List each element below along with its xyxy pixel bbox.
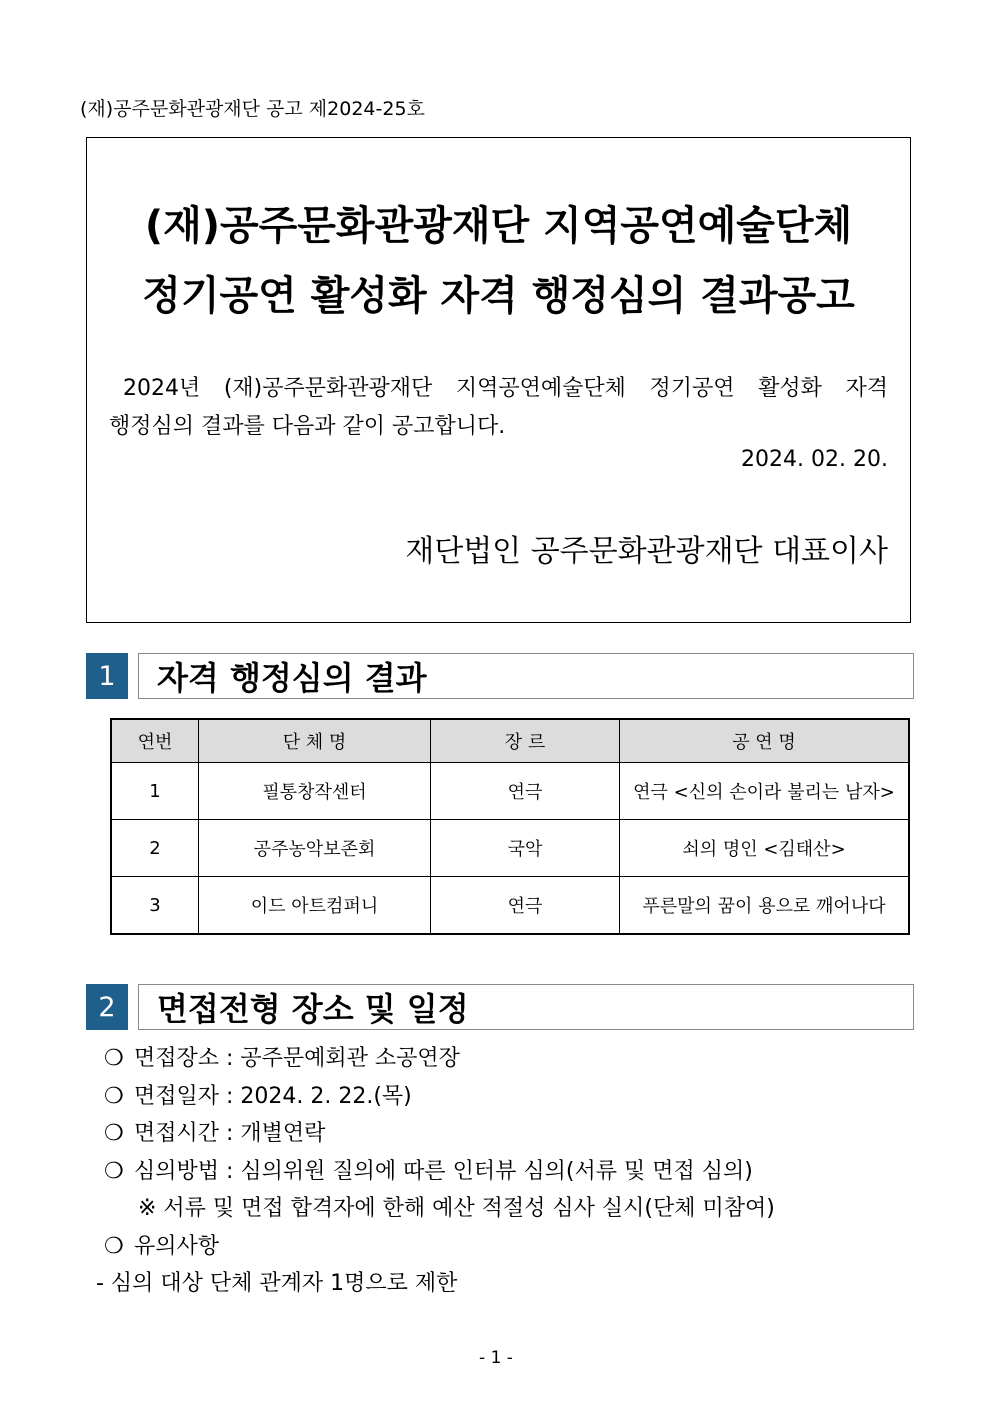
intro-line-2: 행정심의 결과를 다음과 같이 공고합니다. bbox=[109, 414, 506, 439]
section-2-title: 면접전형 장소 및 일정 bbox=[138, 984, 914, 1030]
announcement-box bbox=[86, 137, 911, 623]
header-performance: 공 연 명 bbox=[620, 719, 910, 763]
bullet-icon: ❍ bbox=[104, 1121, 124, 1146]
interview-details bbox=[96, 1040, 775, 1303]
bullet-icon: ❍ bbox=[104, 1046, 124, 1071]
cell-serial: 1 bbox=[111, 763, 199, 820]
list-item bbox=[104, 1078, 775, 1116]
cell-performance: 연극 <신의 손이라 불리는 남자> bbox=[620, 763, 910, 820]
caution-detail-text: - 심의 대상 단체 관계자 1명으로 제한 bbox=[96, 1271, 458, 1296]
section-1-number: 1 bbox=[86, 653, 128, 699]
list-item bbox=[104, 1153, 775, 1191]
item-text: 면접일자 : 2024. 2. 22.(목) bbox=[134, 1083, 412, 1109]
cell-genre: 국악 bbox=[431, 820, 620, 877]
section-1-title: 자격 행정심의 결과 bbox=[138, 653, 914, 699]
item-text: 면접장소 : 공주문예회관 소공연장 bbox=[134, 1046, 460, 1071]
item-text: 심의방법 : 심의위원 질의에 따른 인터뷰 심의(서류 및 면접 심의) bbox=[134, 1158, 753, 1184]
notice-number: (재)공주문화관광재단 공고 제2024-25호 bbox=[80, 98, 425, 120]
cell-genre: 연극 bbox=[431, 763, 620, 820]
page-number: - 1 - bbox=[479, 1348, 513, 1368]
table-row bbox=[111, 820, 909, 877]
table-row bbox=[111, 877, 909, 935]
review-note: ※ 서류 및 면접 합격자에 한해 예산 적절성 심사 실시(단체 미참여) bbox=[138, 1196, 775, 1221]
announcement-date: 2024. 02. 20. bbox=[741, 447, 888, 472]
cell-serial: 2 bbox=[111, 820, 199, 877]
cell-performance: 쇠의 명인 <김태산> bbox=[620, 820, 910, 877]
header-genre: 장 르 bbox=[431, 719, 620, 763]
cell-group-name: 이드 아트컴퍼니 bbox=[199, 877, 431, 935]
bullet-icon: ❍ bbox=[104, 1158, 124, 1184]
bullet-icon: ❍ bbox=[104, 1083, 124, 1109]
cell-serial: 3 bbox=[111, 877, 199, 935]
cell-performance: 푸른말의 꿈이 용으로 깨어나다 bbox=[620, 877, 910, 935]
caution-detail bbox=[96, 1265, 775, 1303]
header-group-name: 단 체 명 bbox=[199, 719, 431, 763]
caution-title: 유의사항 bbox=[134, 1233, 220, 1259]
cell-genre: 연극 bbox=[431, 877, 620, 935]
header-serial: 연번 bbox=[111, 719, 199, 763]
table-row bbox=[111, 763, 909, 820]
item-text: 면접시간 : 개별연락 bbox=[134, 1121, 326, 1146]
title-line-2: 정기공연 활성화 자격 행정심의 결과공고 bbox=[142, 273, 855, 319]
bullet-icon: ❍ bbox=[104, 1233, 124, 1259]
result-table bbox=[110, 718, 910, 935]
table-header-row bbox=[111, 719, 909, 763]
section-2-number: 2 bbox=[86, 984, 128, 1030]
intro-line-1: 2024년 (재)공주문화관광재단 지역공연예술단체 정기공연 활성화 자격 bbox=[123, 376, 888, 401]
list-item bbox=[104, 1040, 775, 1078]
list-item bbox=[104, 1115, 775, 1153]
list-item bbox=[104, 1228, 775, 1266]
title-line-1: (재)공주문화관광재단 지역공연예술단체 bbox=[144, 203, 853, 249]
cell-group-name: 필통창작센터 bbox=[199, 763, 431, 820]
cell-group-name: 공주농악보존회 bbox=[199, 820, 431, 877]
organization-signature: 재단법인 공주문화관광재단 대표이사 bbox=[405, 534, 888, 569]
